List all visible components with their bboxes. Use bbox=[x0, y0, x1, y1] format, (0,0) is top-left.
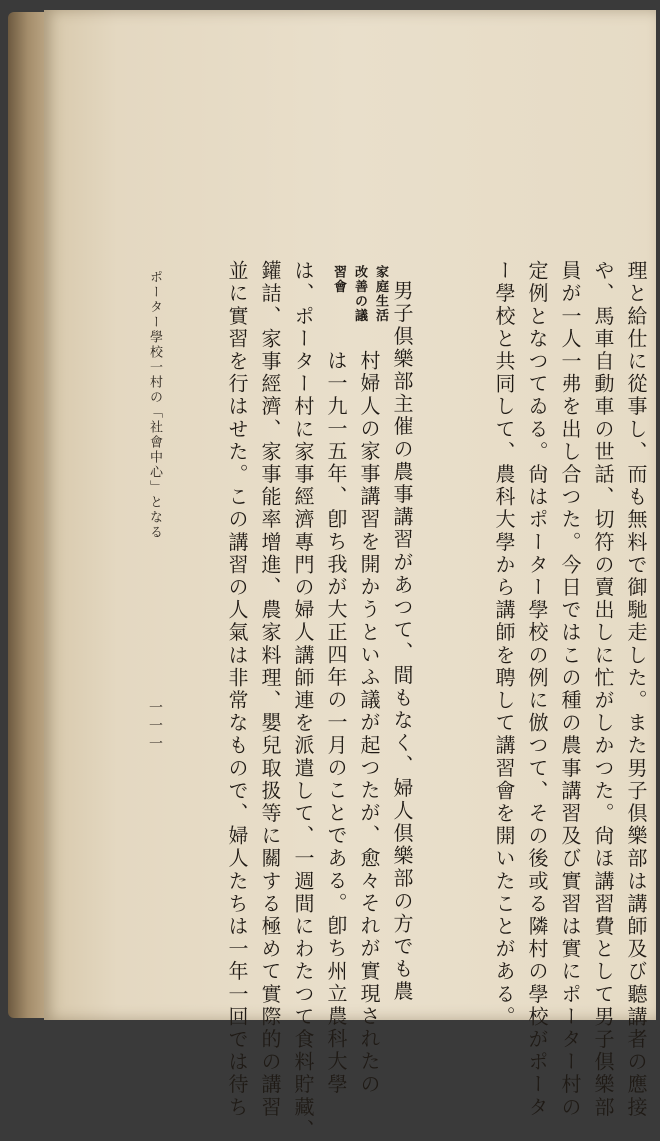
running-title: ポーター學校一村の「社會中心」となる bbox=[147, 270, 162, 540]
side-heading-line-1: 家庭生活 bbox=[373, 265, 388, 323]
text-column-3: 員が一人一弗を出し合つた。今日ではこの種の農事講習及び實習は實にポーター村の bbox=[558, 260, 582, 1119]
book-page bbox=[44, 10, 656, 1141]
text-column-5: ー學校と共同して、農科大學から講師を聘して講習會を開いたことがある。 bbox=[492, 260, 516, 1029]
text-column-2: や、馬車自動車の世話、切符の賣出しに忙がしかつた。尙ほ講習費として男子倶樂部 bbox=[591, 260, 615, 1119]
page-number: 一一一 bbox=[147, 700, 163, 754]
text-column-10: 鑵詰、家事經濟、家事能率增進、農家料理、嬰兒取扱等に關する極めて實際的の講習 bbox=[258, 260, 282, 1119]
text-column-9: は、ポーター村に家事經濟專門の婦人講師連を派遣して、一週間にわたつて食料貯藏、 bbox=[291, 260, 315, 1141]
text-column-7: 村婦人の家事講習を開かうといふ議が起つたが、愈々それが實現されたの bbox=[357, 350, 381, 1096]
side-heading-line-2: 改善の議 bbox=[352, 265, 367, 323]
text-column-11: 並に實習を行はせた。この講習の人氣は非常なもので、婦人たちは一年一回では待ち bbox=[225, 260, 249, 1119]
text-column-8: は一九一五年、卽ち我が大正四年の一月のことである。卽ち州立農科大學 bbox=[324, 350, 348, 1096]
text-column-1: 理と給仕に從事し、而も無料で御馳走した。また男子倶樂部は講師及び聽講者の應接 bbox=[624, 260, 648, 1119]
side-heading-line-3: 習會 bbox=[331, 265, 346, 294]
text-column-6: 男子倶樂部主催の農事講習があつて、間もなく、婦人倶樂部の方でも農 bbox=[390, 280, 414, 1004]
text-column-4: 定例となつてゐる。尙はポーター學校の例に倣つて、その後或る隣村の學校がポータ bbox=[525, 260, 549, 1119]
